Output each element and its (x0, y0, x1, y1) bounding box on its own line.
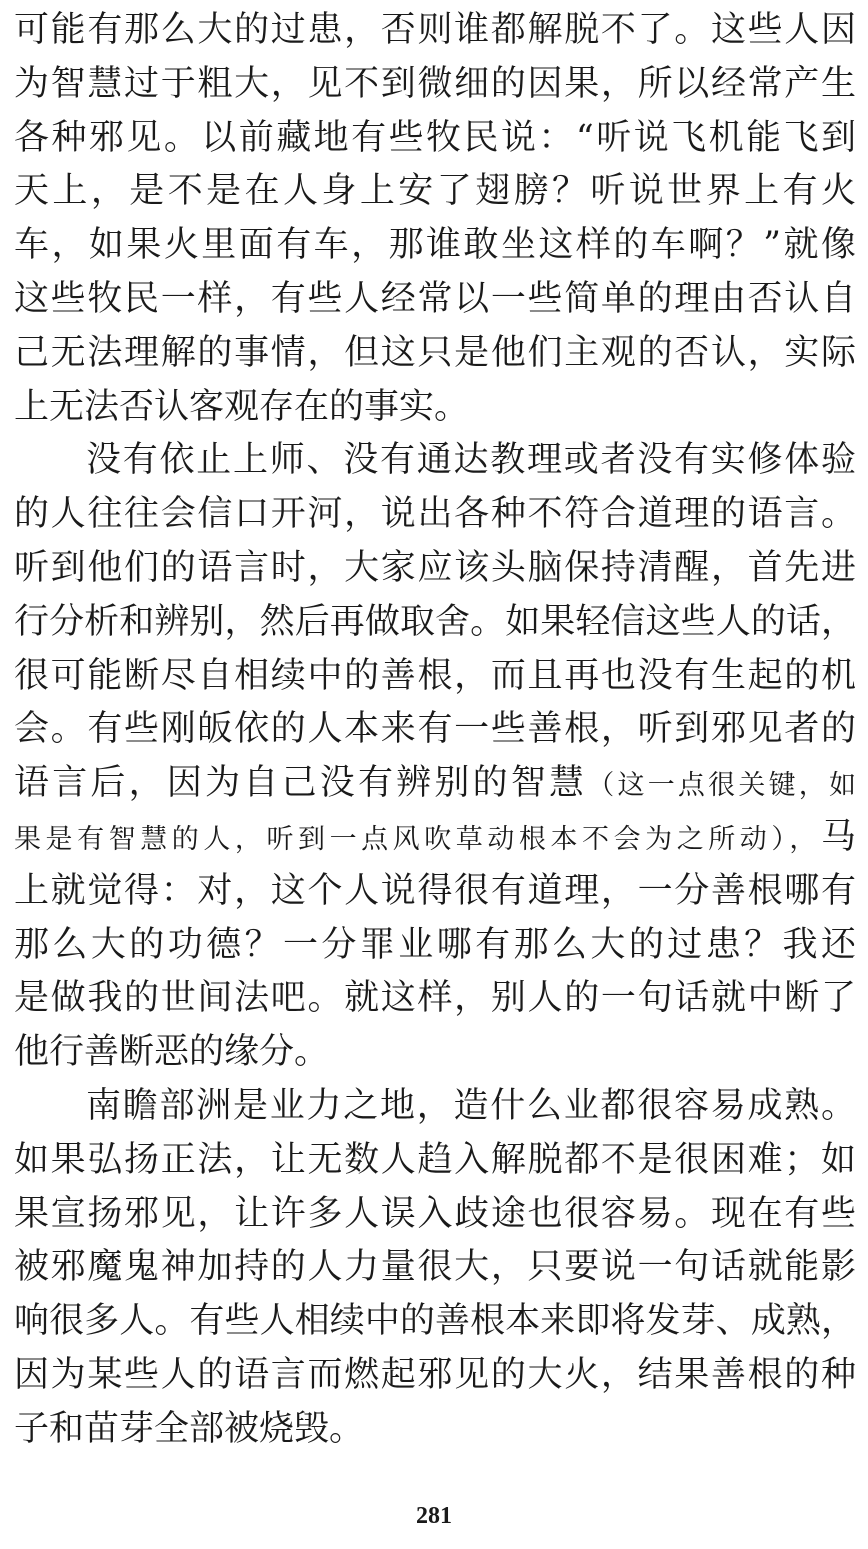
text-line: 各种邪见。以前藏地有些牧民说：“听说飞机能飞到 (14, 117, 856, 158)
annotation-text: 果是有智慧的人，听到一点风吹草动根本不会为之所动）， (14, 823, 821, 855)
text-line (14, 811, 856, 865)
body-text (14, 4, 856, 1457)
annotation-text: （这一点很关键，如 (587, 770, 856, 802)
text-line: 这些牧民一样，有些人经常以一些简单的理由否认自 (14, 278, 856, 319)
text-line: 因为某些人的语言而燃起邪见的大火，结果善根的种 (14, 1354, 856, 1395)
text-line: 听到他们的语言时，大家应该头脑保持清醒，首先进 (14, 547, 856, 588)
text-line: 会。有些刚皈依的人本来有一些善根，听到邪见者的 (14, 709, 856, 750)
text-line: 子和苗芽全部被烧毁。 (14, 1408, 365, 1449)
text-line: 没有依止上师、没有通达教理或者没有实修体验 (86, 440, 856, 481)
page-number: 281 (416, 1503, 452, 1529)
text-line: 被邪魔鬼神加持的人力量很大，只要说一句话就能影 (14, 1247, 856, 1288)
text-line: 为智慧过于粗大，见不到微细的因果，所以经常产生 (14, 63, 856, 104)
text-line (14, 757, 856, 811)
text-line: 可能有那么大的过患，否则谁都解脱不了。这些人因 (14, 10, 856, 50)
text-line: 车，如果火里面有车，那谁敢坐这样的车啊？”就像 (14, 225, 856, 266)
text-line: 果宣扬邪见，让许多人误入歧途也很容易。现在有些 (14, 1193, 856, 1234)
text-line: 很可能断尽自相续中的善根，而且再也没有生起的机 (14, 655, 856, 696)
text-segment: 语言后，因为自己没有辨别的智慧 (14, 763, 588, 804)
text-line: 上无法否认客观存在的事实。 (14, 386, 470, 427)
text-line: 行分析和辨别，然后再做取舍。如果轻信这些人的话， (14, 601, 856, 642)
text-line: 南瞻部洲是业力之地，造什么业都很容易成熟。 (86, 1085, 856, 1126)
text-line: 响很多人。有些人相续中的善根本来即将发芽、成熟， (14, 1301, 856, 1342)
text-line: 己无法理解的事情，但这只是他们主观的否认，实际 (14, 332, 856, 373)
text-line: 那么大的功德？一分罪业哪有那么大的过患？我还 (14, 924, 856, 965)
text-line: 如果弘扬正法，让无数人趋入解脱都不是很困难；如 (14, 1139, 856, 1180)
text-segment: 马 (820, 816, 856, 857)
text-line: 他行善断恶的缘分。 (14, 1032, 330, 1073)
text-line: 天上，是不是在人身上安了翅膀？听说世界上有火 (14, 171, 856, 212)
text-line: 上就觉得：对，这个人说得很有道理，一分善根哪有 (14, 870, 856, 911)
text-line: 是做我的世间法吧。就这样，别人的一句话就中断了 (14, 978, 856, 1019)
text-line: 的人往往会信口开河，说出各种不符合道理的语言。 (14, 494, 856, 535)
